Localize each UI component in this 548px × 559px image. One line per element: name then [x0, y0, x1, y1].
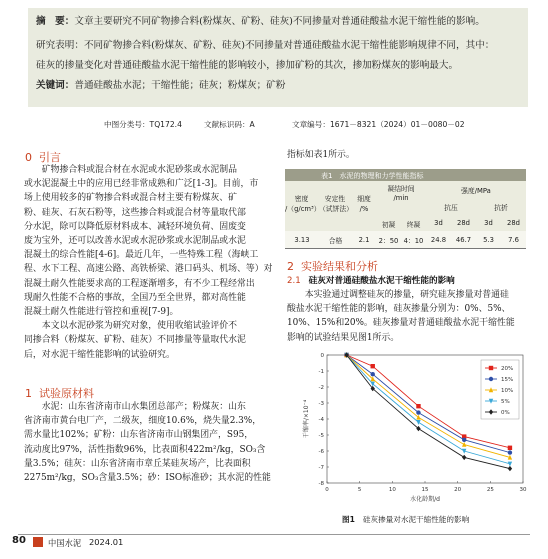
figure-caption-text: 硅灰掺量对水泥干缩性能的影响	[362, 515, 470, 524]
y-tick-label: -2	[318, 385, 324, 391]
x-tick-label: 25	[486, 487, 494, 493]
table-cell: 5.3	[483, 236, 494, 244]
section-2-body	[287, 288, 515, 345]
text-line: 混凝土的综合性能[4-6]。最近几年，一些特殊工程（海峡工	[24, 250, 259, 261]
text-line: 粉、硅灰、石灰石粉等，这些掺合料或混合材等量取代部	[24, 207, 246, 218]
table-cell: 合格	[328, 237, 343, 245]
section-title: 试验原材料	[39, 387, 94, 400]
abstract-label: 摘 要：	[36, 16, 75, 27]
legend-label: 10%	[501, 388, 514, 394]
y-tick-label: -7	[318, 465, 324, 471]
header-label: 细度	[357, 195, 371, 203]
y-tick-label: -1	[318, 369, 324, 375]
text-line: 水泥：山东省济南市山水集团总部产；粉煤灰：山东	[24, 402, 246, 412]
y-tick-label: 0	[320, 353, 324, 359]
section-2-heading	[287, 258, 378, 274]
x-tick-label: 30	[519, 487, 527, 493]
abstract-text: 研究表明：不同矿物掺合料(粉煤灰、矿粉、硅灰)不同掺量对普通硅酸盐水泥干缩性能影响规律不同，其中：	[36, 40, 495, 51]
text-line: 影响的试验结果见图1所示。	[287, 332, 400, 343]
table-cell: 2.1	[358, 236, 370, 244]
section-1-body	[24, 400, 271, 485]
header-strength: 强度/MPa	[461, 187, 491, 195]
section-number: 1	[25, 387, 32, 400]
x-tick-label: 20	[454, 487, 462, 493]
header-unit: /（g/cm³）	[285, 205, 321, 213]
data-point	[508, 450, 512, 454]
data-point	[489, 366, 493, 370]
x-tick-label: 15	[421, 487, 429, 493]
keywords-label: 关键词：	[36, 80, 75, 91]
page-number: 80	[12, 535, 26, 546]
legend-box	[481, 360, 519, 419]
text-line: 2275m²/kg，SO₃含量3.5%；砂：ISO标准砂；其水泥的性能	[24, 473, 271, 484]
table-cell: 24.8	[430, 236, 447, 244]
text-line: 或水泥混凝土中的应用已经非常成熟和广泛[1-3]。目前，市	[24, 179, 259, 190]
header-label: 凝结时间	[387, 185, 415, 193]
clc-number: 中图分类号：TQ172.4	[104, 120, 182, 129]
y-axis-label: 干缩率/×10⁻⁴	[303, 399, 310, 439]
abstract-text: 文章主要研究不同矿物掺合料(粉煤灰、矿粉、硅灰)不同掺量对普通硅酸盐水泥干缩性能的影响。	[74, 16, 485, 27]
table-cell: 7.6	[508, 236, 519, 244]
text-line: 分水泥，除可以降低原材料成本、减轻环境负荷、固废变	[24, 221, 246, 232]
x-tick-label: 0	[325, 487, 329, 493]
section-1-heading	[25, 385, 94, 401]
abstract-line-3	[36, 60, 458, 72]
x-axis-label: 水化龄期/d	[410, 496, 440, 503]
data-point	[462, 438, 466, 442]
abstract-line-1	[36, 16, 485, 28]
y-tick-label: -8	[318, 481, 324, 487]
text-line: 现耐久性能不合格的事故，全国乃至全世界，都对高性能	[24, 292, 246, 303]
legend-label: 5%	[501, 399, 510, 405]
data-point	[416, 404, 420, 408]
text-line: 程、水下工程、高速公路、高铁桥梁、港口码头、机场、等）对	[24, 264, 273, 275]
keywords-line	[36, 80, 285, 92]
subsection-title: 硅灰对普通硅酸盐水泥干缩性能的影响	[308, 276, 455, 286]
section-0-body	[24, 163, 273, 362]
legend-label: 20%	[501, 366, 514, 372]
abstract-box	[28, 8, 528, 107]
header-unit: /min	[393, 194, 409, 202]
text-line: 10%、15%和20%。硅灰掺量对普通硅酸盐水泥干缩性能	[287, 318, 515, 329]
data-point	[371, 364, 375, 368]
text-line: 酸盐水泥干缩性能的影响，硅灰掺量分别为：0%、5%、	[287, 304, 511, 315]
header-unit: /%	[359, 205, 369, 213]
data-point	[508, 446, 512, 450]
header-compressive: 抗压	[444, 204, 458, 212]
header-comp-28d: 28d	[457, 219, 470, 227]
section-title: 实验结果和分析	[301, 260, 378, 273]
legend-label: 15%	[501, 377, 514, 383]
header-unit: （试饼法）	[319, 205, 353, 213]
x-tick-label: 5	[357, 487, 362, 493]
header-label: 安定性	[324, 195, 346, 203]
doc-code: 文献标识码：A	[204, 120, 255, 129]
text-line: 本实验通过调整硅灰的掺量，研究硅灰掺量对普通硅	[287, 290, 509, 300]
section-title: 引言	[39, 151, 61, 164]
header-fineness	[352, 194, 376, 214]
header-final-set: 终凝	[406, 221, 421, 229]
header-flex-28d: 28d	[507, 219, 520, 227]
text-line: 本文以水泥砂浆为研究对象，使用收缩试验评价不	[24, 321, 237, 332]
table-caption-bar	[285, 169, 526, 181]
abstract-text: 硅灰的掺量变化对普通硅酸盐水泥干缩性能的影响较小，掺加矿粉的其次，掺加粉煤灰的影响最大。	[36, 60, 459, 71]
text-line: 后，对水泥干缩性能影响的试验研究。	[24, 349, 175, 360]
text-line: 矿物掺合料或混合材在水泥或水泥砂浆或水泥制品	[24, 165, 237, 175]
abstract-line-2	[36, 40, 494, 52]
journal-name: 中国水泥	[48, 538, 82, 548]
subsection-heading	[287, 274, 455, 286]
data-point	[371, 372, 375, 376]
text-line: 需水量比102%；矿粉：山东省济南市山钢集团产，S95，	[24, 430, 254, 441]
header-comp-3d: 3d	[434, 219, 443, 227]
table-caption: 表1 水泥的物理和力学性能指标	[321, 172, 424, 180]
data-point	[489, 377, 493, 381]
journal-issue: 2024.01	[89, 537, 124, 547]
header-initial-set: 初凝	[381, 221, 396, 229]
table-cell: 3.13	[294, 236, 310, 244]
header-soundness	[319, 194, 351, 214]
keywords-text: 普通硅酸盐水泥；干缩性能；硅灰；粉煤灰；矿粉	[74, 80, 286, 91]
y-tick-label: -3	[318, 401, 324, 407]
text-line: 场上使用较多的矿物掺合料或混合材主要有粉煤灰、矿	[24, 193, 237, 204]
subsection-number: 2.1	[287, 276, 301, 286]
footer-rule	[18, 534, 530, 535]
text-line: 量3.5%；硅灰：山东省济南市章丘某硅灰场产，比表面积	[24, 458, 251, 469]
table-cell: 46.7	[455, 236, 472, 244]
header-flexural: 抗折	[494, 204, 508, 212]
figure-number: 图1	[342, 515, 355, 524]
text-line: 同掺合料（粉煤灰、矿粉、硅灰）不同掺量等量取代水泥	[24, 335, 246, 346]
section-number: 2	[287, 260, 294, 273]
y-tick-label: -6	[318, 449, 324, 455]
text-line: 省济南市黄台电厂产，二级灰，细度10.6%，烧失量2.3%，	[24, 416, 262, 427]
journal-mark	[33, 537, 43, 547]
article-number: 文章编号：1671－8321（2024）01－0080－02	[292, 120, 465, 129]
figure-caption	[342, 514, 469, 525]
table-cell: 2：50	[378, 237, 399, 245]
table-bottom-rule	[285, 248, 526, 249]
y-tick-label: -4	[318, 417, 324, 423]
text-line: 流动度比97%，活性指数96%，比表面积422m²/kg，SO₃含	[24, 444, 266, 455]
data-point	[416, 410, 420, 414]
shrinkage-chart	[300, 350, 530, 508]
header-flex-3d: 3d	[484, 219, 493, 227]
table-row	[285, 235, 526, 245]
text-line: 混凝土耐久性能要求高的工程逐渐增多，有不少工程经常出	[24, 278, 255, 289]
header-density	[285, 194, 321, 214]
legend-label: 0%	[501, 410, 510, 416]
header-setting-time	[376, 185, 426, 203]
text-line: 废为宝外，还可以改善水泥或水泥砂浆或水泥制品或水泥	[24, 236, 246, 247]
y-tick-label: -5	[318, 433, 324, 439]
text-line: 混凝土耐久性能进行管控和重视[7-9]。	[24, 307, 179, 318]
section-number: 0	[25, 151, 32, 164]
header-label: 密度	[294, 195, 309, 203]
x-tick-label: 10	[388, 487, 396, 493]
table-cell: 4：10	[403, 237, 424, 245]
table-intro-text: 指标如表1所示。	[287, 150, 355, 160]
